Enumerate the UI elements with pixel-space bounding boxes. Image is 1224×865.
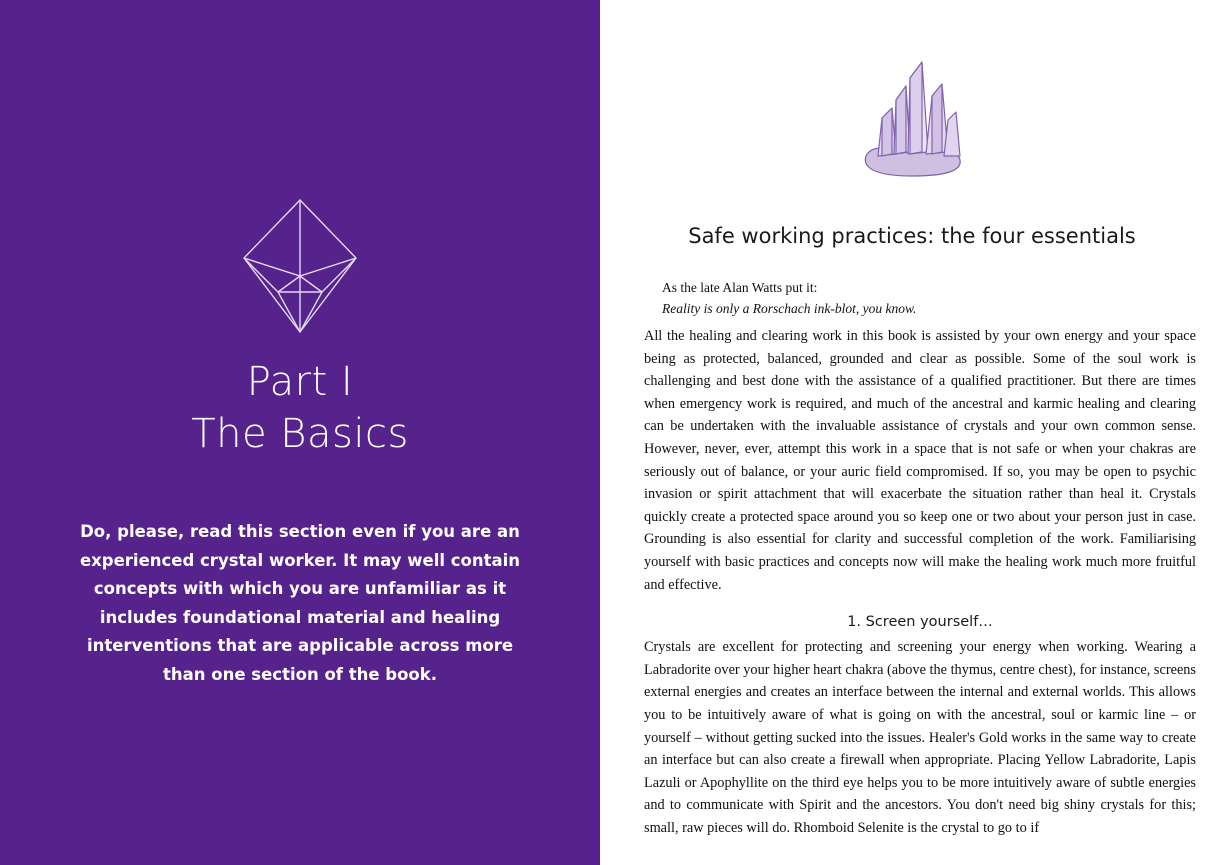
body-paragraph: Crystals are excellent for protecting and screening your energy when working. Wearing a Labradorite over your higher heart chakra (above the thymus, centre chest), for instance, screens external energies and creates an interface between the internal and external worlds. This allows you to be intuitively aware of what is going on with the ancestral, soul or karmic line – or yourself – without getting sucked into the issues. Healer's Gold works in the same way to create an interface but can also create a firewall when appropriate. Placing Yellow Labradorite, Lapis Lazuli or Apophyllite on the third eye helps you to be more intuitively aware of subtle energies and to communicate with Spirit and the ancestors. You don't need big shiny crystals for this; small, raw pieces will do. Rhomboid Selenite is the crystal to go to if [644, 639, 1196, 836]
epigraph [662, 277, 1162, 319]
part-title-block [0, 356, 600, 460]
part-label: Part I [246, 359, 354, 405]
part-note: Do, please, read this section even if you are an experienced crystal worker. It may well contain concepts with which you are unfamiliar as it includes foundational material and healing interventions that are applicable across more than one section of the book. [79, 522, 521, 684]
body-text-column [644, 325, 1196, 839]
section-subheading: 1. Screen yourself… [847, 614, 993, 631]
part-title: The Basics [191, 411, 409, 457]
epigraph-attribution: As the late Alan Watts put it: [662, 280, 818, 295]
chapter-opening-page [600, 0, 1224, 865]
crystal-cluster-illustration [600, 56, 1224, 181]
epigraph-quote: Reality is only a Rorschach ink-blot, you know. [662, 301, 917, 316]
body-paragraph: All the healing and clearing work in this book is assisted by your own energy and your space being as protected, balanced, grounded and clear as possible. Some of the soul work is challenging and best done with the assistance of a qualified practitioner. But there are times when emergency work is required, and much of the ancestral and karmic healing and clearing can be undertaken with the invaluable assistance of crystals and your own common sense. However, never, ever, attempt this work in a space that is not safe or when your chakras are seriously out of balance, or your auric field compromised. If so, you may be open to psychic invasion or spirit attachment that will exacerbate the situation rather than heal it. Crystals quickly create a protected space around you so keep one or two about your person just in case. Grounding is also essential for clarity and successful completion of the work. Familiarising yourself with basic practices and concepts now will make the healing work much more fruitful and effective. [644, 328, 1196, 593]
chapter-heading: Safe working practices: the four essentials [688, 224, 1136, 248]
diamond-crystal-outline-icon [0, 196, 600, 336]
part-title-page [0, 0, 600, 865]
